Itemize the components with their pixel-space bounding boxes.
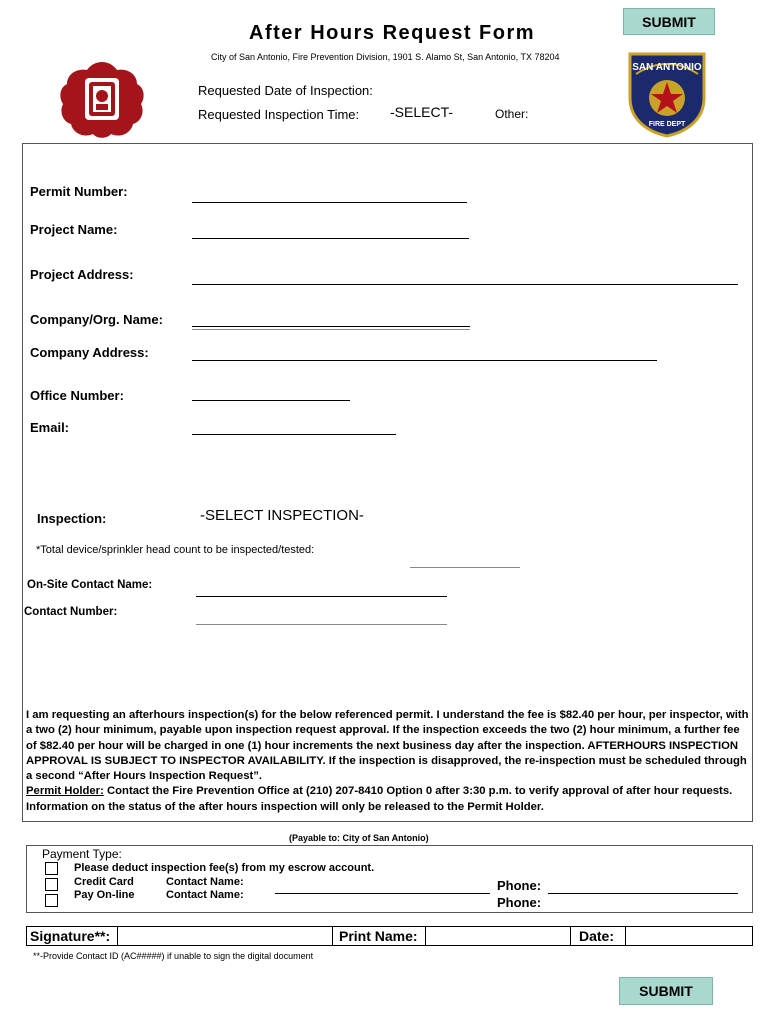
credit-card-label: Credit Card — [74, 876, 134, 888]
svg-text:FIRE DEPT: FIRE DEPT — [648, 121, 686, 128]
phone-label-1: Phone: — [497, 878, 542, 893]
payable-to-note: (Payable to: City of San Antonio) — [289, 833, 429, 843]
project-address-input[interactable] — [192, 284, 738, 285]
payment-contact-name-input[interactable] — [275, 893, 490, 894]
email-input[interactable] — [192, 434, 396, 435]
company-name-input[interactable] — [192, 326, 470, 327]
credit-card-checkbox[interactable] — [45, 878, 58, 891]
payment-phone-input[interactable] — [548, 893, 738, 894]
contact-name-label-1: Contact Name: — [166, 876, 244, 888]
contact-number-label: Contact Number: — [24, 606, 118, 618]
city-seal-logo — [57, 60, 147, 140]
email-label: Email: — [30, 420, 70, 435]
requested-date-label: Requested Date of Inspection: — [198, 83, 373, 98]
project-name-label: Project Name: — [30, 222, 118, 237]
company-address-label: Company Address: — [30, 345, 149, 360]
escrow-label: Please deduct inspection fee(s) from my escrow account. — [74, 862, 375, 874]
payment-box — [26, 845, 753, 913]
pay-online-checkbox[interactable] — [45, 894, 58, 907]
device-count-note: *Total device/sprinkler head count to be inspected/tested: — [36, 544, 315, 556]
agreement-text: I am requesting an afterhours inspection(s) for the below referenced permit. I understand the fee is $82.40 per hour, per inspector, with a two (2) hour minimum, payable upon inspection request approval. If the inspection exceeds the two (2) hour minimum, a further fee of $82.40 per hour will be charged in one (1) hour increments the next business day after the inspection. AFTERHOURS INSPECTION APPROVAL IS SUBJECT TO INSPECTOR AVAILABILITY. If the inspection is disapproved, the re-inspection must be scheduled through a second “After Hours Inspection Request”. — [26, 709, 749, 783]
submit-button-top[interactable]: SUBMIT — [623, 8, 715, 35]
time-select[interactable]: -SELECT- — [390, 104, 454, 120]
company-address-input[interactable] — [192, 360, 657, 361]
contact-number-input[interactable] — [196, 624, 447, 625]
permit-holder-label: Permit Holder: — [26, 785, 104, 798]
page-title: After Hours Request Form — [249, 22, 536, 44]
fire-dept-badge-logo — [626, 48, 708, 138]
date-input[interactable] — [625, 926, 753, 946]
permit-number-label: Permit Number: — [30, 184, 128, 199]
inspection-select[interactable]: -SELECT INSPECTION- — [200, 507, 364, 524]
contact-name-label-2: Contact Name: — [166, 889, 244, 901]
device-count-input[interactable] — [410, 567, 520, 568]
submit-button-bottom[interactable]: SUBMIT — [619, 977, 713, 1005]
signature-note: **-Provide Contact ID (AC#####) if unable to sign the digital document — [33, 951, 314, 961]
project-name-input[interactable] — [192, 238, 469, 239]
print-name-label: Print Name: — [332, 926, 426, 946]
office-number-input[interactable] — [192, 400, 350, 401]
office-number-label: Office Number: — [30, 388, 124, 403]
payment-type-label: Payment Type: — [42, 847, 122, 861]
date-label: Date: — [570, 926, 626, 946]
company-name-label: Company/Org. Name: — [30, 312, 163, 327]
signature-label: Signature**: — [26, 926, 118, 946]
inspection-label: Inspection: — [37, 511, 107, 526]
escrow-checkbox[interactable] — [45, 862, 58, 875]
requested-time-label: Requested Inspection Time: — [198, 107, 360, 122]
company-name-underline — [192, 329, 470, 330]
onsite-contact-input[interactable] — [196, 596, 447, 597]
print-name-input[interactable] — [425, 926, 571, 946]
signature-input[interactable] — [117, 926, 333, 946]
svg-text:SAN ANTONIO: SAN ANTONIO — [632, 62, 702, 73]
permit-holder-text: Contact the Fire Prevention Office at (210) 207-8410 Option 0 after 3:30 p.m. to verify approval of after hour requests. Information on the status of the after hours inspection will only be released to the Permit Holder. — [26, 785, 733, 813]
project-address-label: Project Address: — [30, 267, 134, 282]
agreement-paragraph — [26, 708, 752, 815]
other-label: Other: — [495, 107, 529, 121]
phone-label-2: Phone: — [497, 895, 542, 910]
onsite-contact-label: On-Site Contact Name: — [27, 579, 153, 591]
pay-online-label: Pay On-line — [74, 889, 135, 901]
address-line: City of San Antonio, Fire Prevention Division, 1901 S. Alamo St, San Antonio, TX 78204 — [211, 52, 560, 62]
permit-number-input[interactable] — [192, 202, 467, 203]
